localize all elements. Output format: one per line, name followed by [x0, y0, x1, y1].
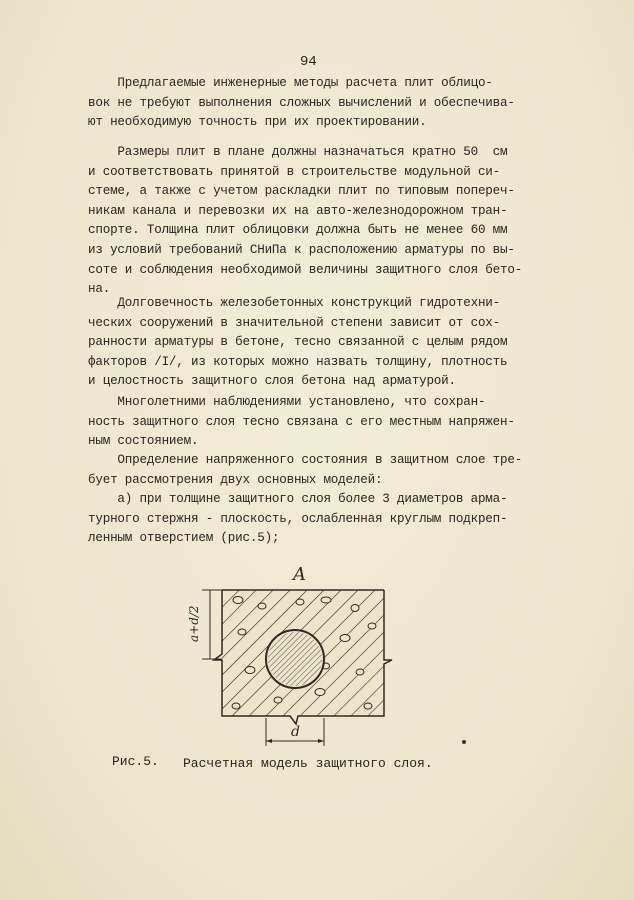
- section-label: A: [293, 564, 306, 585]
- page-number: 94: [300, 54, 317, 70]
- ink-dot: [462, 740, 466, 744]
- dim-horizontal-label: d: [291, 724, 300, 740]
- figure-5-protective-layer-model: [150, 560, 410, 750]
- figure-caption-number: Рис.5.: [112, 754, 159, 769]
- paragraph-1: Предлагаемые инженерные методы расчета плит облицо- вок не требуют выполнения сложных вычислений и обеспечива- ют необходимую точность при их проектировании.: [88, 76, 515, 130]
- dim-vertical-label: a+d/2: [187, 605, 201, 642]
- paragraph-4: Многолетними наблюдениями установлено, что сохран- ность защитного слоя тесно связана с его местным напряжен- ным состоянием.: [88, 395, 515, 449]
- figure-caption-text: Расчетная модель защитного слоя.: [183, 756, 433, 771]
- paragraph-2: Размеры плит в плане должны назначаться кратно 50 см и соответствовать принятой в строительстве модульной си- стеме, а также с учетом раскладки плит по типовым попереч- никам канала и перевозки их на авто-железнодорожном тран- спорте. Толщина плит облицовки должна быть не менее 60 мм из условий требований СНиПа к расположению арматуры по вы- соте и соблюдения необходимой величины защитного слоя бето- на.: [88, 145, 523, 297]
- paragraph-3: Долговечность железобетонных конструкций гидротехни- ческих сооружений в значительной степени зависит от сох- ранности арматуры в бетоне, тесно связанной с целым рядом факторов /I/, из которых можно назвать толщину, плотность и целостность защитного слоя бетона над арматурой.: [88, 296, 508, 389]
- paragraph-5: Определение напряженного состояния в защитном слое тре- бует рассмотрения двух основных моделей: а) при толщине защитного слоя более 3 диаметров арма- турного стержня - плоскость, ослабленная круглым подкреп- ленным отверстием (рис.5);: [88, 453, 523, 546]
